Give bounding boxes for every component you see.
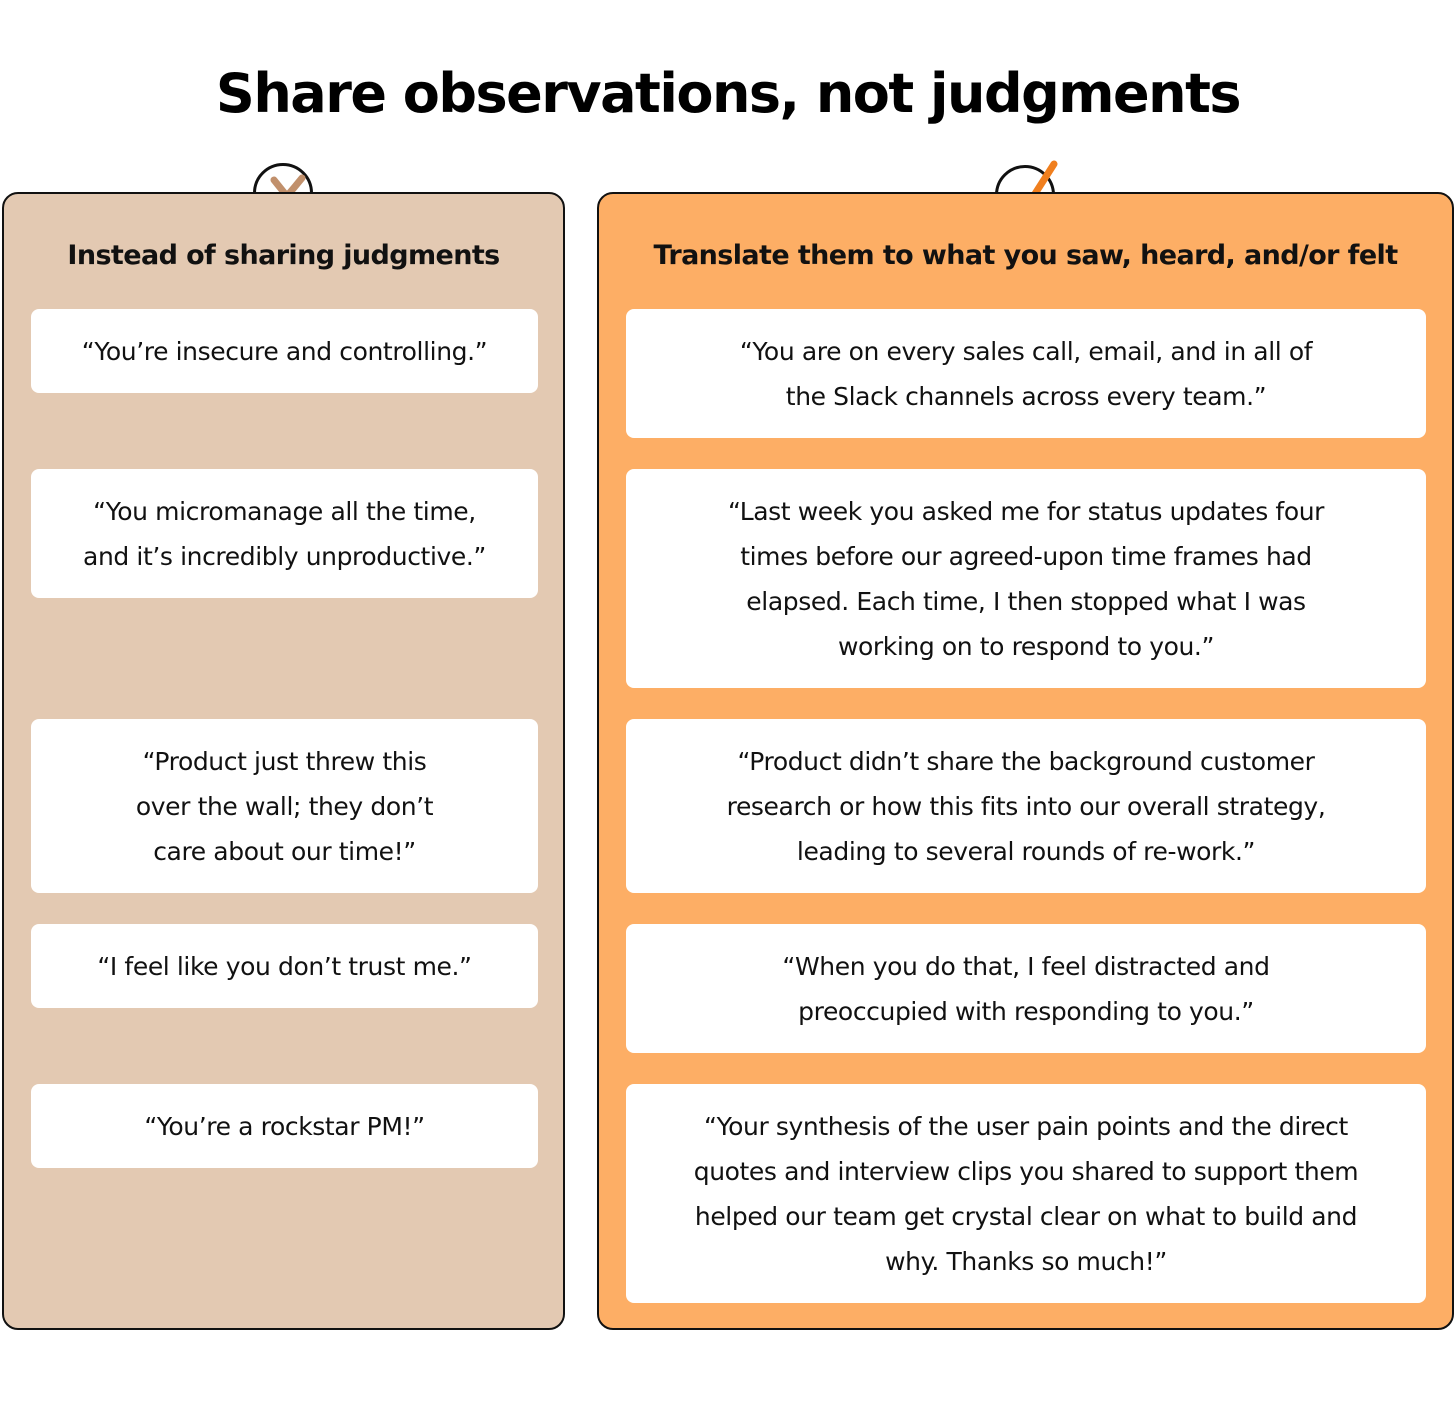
- judgment-text: “Product just threw this over the wall; they don’t care about our time!”: [135, 746, 434, 866]
- judgment-card: [31, 719, 538, 893]
- observation-text: “Product didn’t share the background customer research or how this fits into our overall strategy, leading to several rounds of re-work.”: [726, 746, 1326, 866]
- observation-card: [626, 924, 1426, 1053]
- judgment-text: “I feel like you don’t trust me.”: [97, 951, 472, 981]
- observation-card: [626, 469, 1426, 688]
- page-title: Share observations, not judgments: [215, 62, 1241, 125]
- observation-text: “When you do that, I feel distracted and preoccupied with responding to you.”: [782, 951, 1270, 1026]
- judgment-text: “You’re insecure and controlling.”: [81, 336, 488, 366]
- observations-heading: Translate them to what you saw, heard, and/or felt: [653, 240, 1398, 271]
- observation-text: “You are on every sales call, email, and in all of the Slack channels across every team.”: [739, 336, 1313, 411]
- judgment-text: “You micromanage all the time, and it’s incredibly unproductive.”: [83, 496, 486, 571]
- observation-card: [626, 719, 1426, 893]
- observation-card: [626, 1084, 1426, 1303]
- judgment-card: [31, 309, 538, 393]
- observation-card: [626, 309, 1426, 438]
- judgment-text: “You’re a rockstar PM!”: [144, 1111, 425, 1141]
- judgment-card: [31, 469, 538, 598]
- judgment-card: [31, 924, 538, 1008]
- observations-panel: [597, 192, 1454, 1330]
- observation-text: “Your synthesis of the user pain points and the direct quotes and interview clips you shared to support them helped our team get crystal clear on what to build and why. Thanks so much!”: [693, 1111, 1359, 1276]
- judgments-heading: Instead of sharing judgments: [67, 240, 500, 271]
- observation-text: “Last week you asked me for status updates four times before our agreed-upon time frames had elapsed. Each time, I then stopped what I was working on to respond to you.”: [727, 496, 1325, 661]
- judgment-card: [31, 1084, 538, 1168]
- judgments-panel: [2, 192, 565, 1330]
